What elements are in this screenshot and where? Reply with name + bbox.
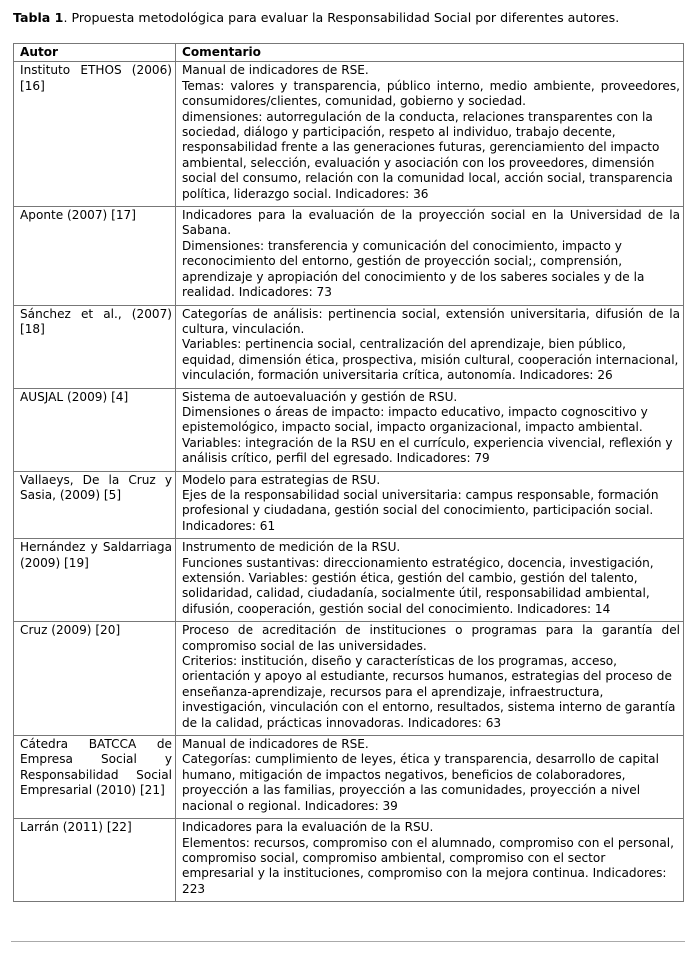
author-cell: Instituto ETHOS (2006) [16] [14, 62, 176, 207]
table-row [14, 62, 684, 207]
caption-label: Tabla 1 [13, 10, 64, 25]
comment-line: Ejes de la responsabilidad social universitaria: campus responsable, formación profesional y ciudadana, gestión social del conocimiento, participación social. Indicadores: 61 [182, 487, 659, 533]
comment-line: Categorías de análisis: pertinencia social, extensión universitaria, difusión de la cultura, vinculación. [182, 306, 680, 336]
comment-line: Elementos: recursos, compromiso con el alumnado, compromiso con el personal, compromiso social, compromiso ambiental, compromiso con el sector empresarial y la instituciones, compromiso con la mejora continua. Indicadores: 223 [182, 835, 674, 896]
methodology-table [13, 43, 684, 902]
author-cell: AUSJAL (2009) [4] [14, 388, 176, 471]
comment-line: Proceso de acreditación de instituciones o programas para la garantía del compromiso social de las universidades. [182, 623, 680, 653]
caption-text: . Propuesta metodológica para evaluar la Responsabilidad Social por diferentes autores. [63, 10, 620, 25]
comment-cell [176, 305, 684, 388]
comment-cell [176, 736, 684, 819]
comment-line: Indicadores para la evaluación de la proyección social en la Universidad de la Sabana. [182, 208, 680, 238]
comment-line: Sistema de autoevaluación y gestión de RSU. [182, 389, 458, 404]
author-cell: Hernández y Saldarriaga (2009) [19] [14, 539, 176, 622]
comment-line: dimensiones: autorregulación de la conducta, relaciones transparentes con la sociedad, diálogo y participación, respeto al individuo, trabajo decente, responsabilidad frente a las generaciones futuras, gerenciamiento del impacto ambiental, selección, evaluación y asociación con los proveedores, dimensión social del consumo, relación con la comunidad local, acción social, transparencia política, liderazgo social. Indicadores: 36 [182, 109, 673, 201]
author-cell: Sánchez et al., (2007) [18] [14, 305, 176, 388]
author-cell: Larrán (2011) [22] [14, 819, 176, 902]
table-row [14, 622, 684, 736]
comment-line: Manual de indicadores de RSE. [182, 63, 369, 78]
column-header-comentario: Comentario [176, 44, 684, 62]
comment-cell [176, 207, 684, 305]
author-cell: Aponte (2007) [17] [14, 207, 176, 305]
comment-line: Categorías: cumplimiento de leyes, ética y transparencia, desarrollo de capital humano, mitigación de impactos negativos, beneficios de colaboradores, proyección a las familias, proyección a las comunidades, proyección a nivel nacional o regional. Indicadores: 39 [182, 752, 659, 813]
comment-line: Variables: pertinencia social, centralización del aprendizaje, bien público, equidad, dimensión ética, prospectiva, misión cultural, cooperación internacional, vinculación, formación universitaria crítica, autonomía. Indicadores: 26 [182, 337, 679, 383]
author-cell: Cruz (2009) [20] [14, 622, 176, 736]
comment-line: Modelo para estrategias de RSU. [182, 472, 381, 487]
comment-line: Instrumento de medición de la RSU. [182, 540, 401, 555]
comment-cell [176, 539, 684, 622]
comment-line: Indicadores para la evaluación de la RSU. [182, 820, 434, 835]
table-row [14, 819, 684, 902]
header-row [14, 44, 684, 62]
table-caption [13, 10, 619, 25]
column-header-autor: Autor [14, 44, 176, 62]
comment-cell [176, 819, 684, 902]
table-row [14, 207, 684, 305]
comment-line: Dimensiones: transferencia y comunicación del conocimiento, impacto y reconocimiento del entorno, gestión de proyección social;, comprensión, aprendizaje y apropiación del conocimiento y de los saberes sociales y de la realidad. Indicadores: 73 [182, 238, 645, 300]
table-row [14, 736, 684, 819]
comment-line: Criterios: institución, diseño y características de los programas, acceso, orientación y apoyo al estudiante, recursos humanos, estrategias del proceso de enseñanza-aprendizaje, recursos para el aprendizaje, infraestructura, investigación, vinculación con el entorno, resultados, sistema interno de garantía de la calidad, prácticas innovadoras. Indicadores: 63 [182, 654, 676, 730]
table-row [14, 388, 684, 471]
comment-line: Funciones sustantivas: direccionamiento estratégico, docencia, investigación, extensión. Variables: gestión ética, gestión del cambio, gestión del talento, solidaridad, calidad, ciudadanía, socialmente útil, responsabilidad ambiental, difusión, cooperación, gestión social del conocimiento. Indicadores: 14 [182, 555, 654, 616]
comment-line: Temas: valores y transparencia, público interno, medio ambiente, proveedores, consumidores/clientes, comunidad, gobierno y sociedad. [182, 78, 680, 109]
author-cell: Cátedra BATCCA de Empresa Social y Responsabilidad Social Empresarial (2010) [21] [14, 736, 176, 819]
comment-cell [176, 388, 684, 471]
comment-cell [176, 62, 684, 207]
comment-cell [176, 471, 684, 539]
comment-cell [176, 622, 684, 736]
table-row [14, 305, 684, 388]
comment-line: Dimensiones o áreas de impacto: impacto educativo, impacto cognoscitivo y epistemológico, impacto social, impacto organizacional, impacto ambiental. Variables: integración de la RSU en el currículo, experiencia vivencial, reflexión y análisis crítico, perfil del egresado. Indicadores: 79 [182, 404, 673, 466]
table-row [14, 471, 684, 539]
table-row [14, 539, 684, 622]
author-cell: Vallaeys, De la Cruz y Sasia, (2009) [5] [14, 471, 176, 539]
comment-line: Manual de indicadores de RSE. [182, 737, 369, 752]
